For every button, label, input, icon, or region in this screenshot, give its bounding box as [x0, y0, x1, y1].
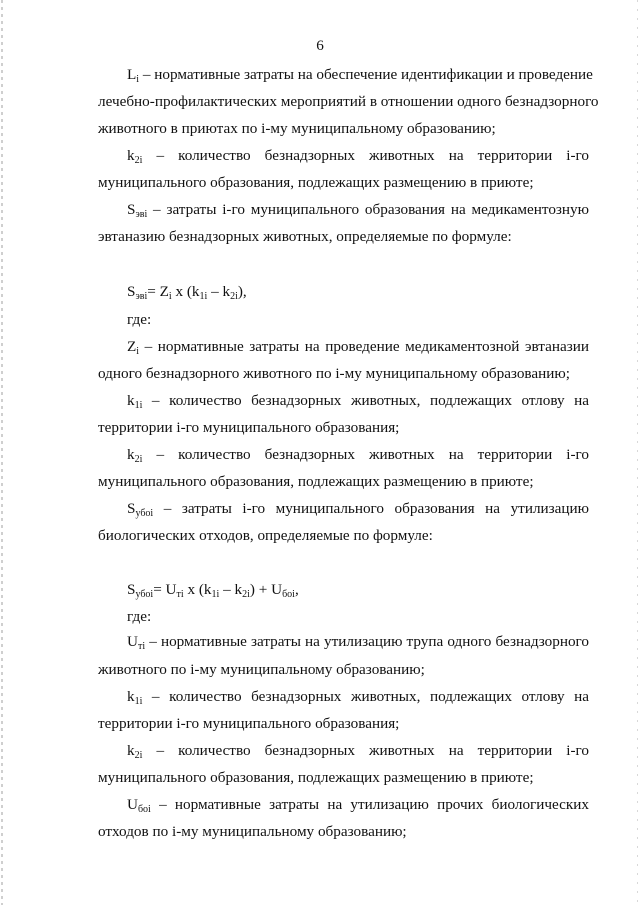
symbol: k	[127, 688, 135, 705]
definition-k2-line2: муниципального образования, подлежащих размещению в приюте;	[98, 174, 534, 191]
definition-k1b-line1	[127, 688, 589, 706]
subscript: 2i	[134, 155, 143, 166]
subscript: убоi	[135, 508, 154, 519]
definition-text: – количество безнадзорных животных на территории i-го	[142, 742, 589, 759]
definition-text: – затраты i-го муниципального образования на медикаментозную	[147, 201, 589, 218]
subscript: тi	[137, 641, 146, 652]
definition-L-line3: животного в приютах по i-му муниципальному образованию;	[98, 120, 496, 137]
subscript: 1i	[211, 589, 220, 600]
subscript: 2i	[230, 291, 238, 302]
formula-text: ),	[237, 283, 247, 300]
definition-L-line2: лечебно-профилактических мероприятий в отношении одного безнадзорного	[98, 93, 599, 110]
subscript: эвi	[135, 291, 148, 302]
subscript: 2i	[134, 454, 143, 465]
where-label-2: где:	[127, 608, 152, 625]
definition-k1-line2: территории i-го муниципального образования;	[98, 419, 400, 436]
definition-k2-line1	[127, 147, 589, 165]
subscript: эвi	[135, 209, 148, 220]
definition-S-ubo-line1	[127, 500, 589, 518]
formula-text: ) + U	[249, 581, 283, 598]
definition-text: – нормативные затраты на проведение медикаментозной эвтаназии	[139, 338, 589, 355]
definition-text: – затраты i-го муниципального образования на утилизацию	[153, 500, 589, 517]
formula-disposal	[127, 581, 589, 599]
definition-L-line1	[127, 66, 593, 85]
symbol: k	[127, 147, 135, 164]
subscript: i	[136, 74, 140, 85]
formula-text: = U	[153, 581, 177, 598]
formula-text: x (k	[171, 283, 200, 300]
definition-text: – количество безнадзорных животных, подлежащих отлову на	[142, 392, 589, 409]
subscript: боi	[137, 804, 151, 815]
definition-U-t-line2: животного по i-му муниципальному образованию;	[98, 661, 425, 678]
formula-euthanasia	[127, 283, 589, 301]
subscript: убоi	[135, 589, 154, 600]
definition-k2b-line1	[127, 446, 589, 464]
definition-k1b-line2: территории i-го муниципального образования;	[98, 715, 400, 732]
symbol: Z	[127, 338, 137, 355]
symbol: U	[127, 633, 138, 650]
definition-k2c-line2: муниципального образования, подлежащих размещению в приюте;	[98, 769, 534, 786]
where-label-1: где:	[127, 311, 152, 328]
definition-S-ev-line1	[127, 201, 589, 219]
definition-text: – нормативные затраты на утилизацию прочих биологических	[150, 796, 589, 813]
subscript: 2i	[242, 589, 250, 600]
scan-edge-right	[637, 0, 638, 905]
definition-Z-line1	[127, 338, 589, 356]
definition-U-t-line1	[127, 633, 589, 651]
subscript: 1i	[134, 400, 143, 411]
subscript: 1i	[134, 696, 143, 707]
formula-text: – k	[207, 283, 231, 300]
definition-text: – количество безнадзорных животных на территории i-го	[142, 147, 589, 164]
formula-text: ,	[294, 581, 299, 598]
symbol: S	[127, 201, 136, 218]
definition-text: – нормативные затраты на утилизацию трупа одного безнадзорного	[145, 633, 589, 650]
definition-k2c-line1	[127, 742, 589, 760]
definition-U-bo-line2: отходов по i-му муниципальному образованию;	[98, 823, 407, 840]
subscript: 2i	[134, 750, 143, 761]
symbol: S	[127, 500, 136, 517]
symbol: S	[127, 283, 136, 300]
subscript: i	[168, 291, 172, 302]
formula-text: – k	[219, 581, 243, 598]
symbol: k	[127, 392, 135, 409]
subscript: боi	[282, 589, 295, 600]
definition-k1-line1	[127, 392, 589, 410]
definition-S-ev-line2: эвтаназию безнадзорных животных, определяемые по формуле:	[98, 228, 512, 245]
subscript: тi	[176, 589, 184, 600]
page-number: 6	[316, 37, 324, 54]
formula-text: = Z	[147, 283, 169, 300]
definition-Z-line2: одного безнадзорного животного по i-му муниципальному образованию;	[98, 365, 570, 382]
subscript: 1i	[199, 291, 208, 302]
scan-edge-left	[1, 0, 3, 905]
definition-text: – количество безнадзорных животных на территории i-го	[142, 446, 589, 463]
subscript: i	[136, 346, 140, 357]
definition-text: – количество безнадзорных животных, подлежащих отлову на	[142, 688, 589, 705]
definition-U-bo-line1	[127, 796, 589, 814]
symbol: k	[127, 742, 135, 759]
symbol: L	[127, 66, 137, 83]
symbol: k	[127, 446, 135, 463]
symbol: S	[127, 581, 136, 598]
symbol: U	[127, 796, 138, 813]
formula-text: x (k	[183, 581, 212, 598]
definition-S-ubo-line2: биологических отходов, определяемые по формуле:	[98, 527, 433, 544]
definition-text: – нормативные затраты на обеспечение идентификации и проведение	[139, 66, 593, 83]
definition-k2b-line2: муниципального образования, подлежащих размещению в приюте;	[98, 473, 534, 490]
